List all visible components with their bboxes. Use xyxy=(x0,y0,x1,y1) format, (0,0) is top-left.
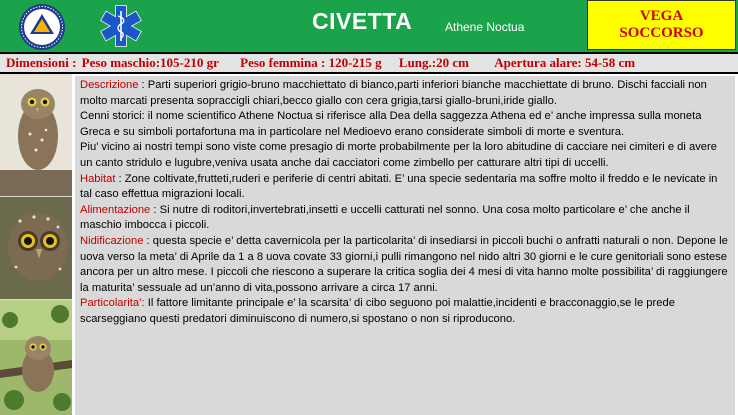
section-label: Alimentazione xyxy=(80,203,151,216)
page-title: CIVETTA xyxy=(312,8,413,34)
section-label: Habitat xyxy=(80,172,116,185)
protezione-civile-logo xyxy=(18,3,66,51)
owl-photo-2 xyxy=(0,197,72,299)
section-text: Il fattore limitante principale e’ la scarsita’ di cibo seguono poi malattie,incidenti e bracconaggio,se le prede scarseggiano questi predatori diminuiscono di numero,si spostano o non si riproducono. xyxy=(80,297,675,325)
owl-photo-1 xyxy=(0,74,72,196)
section-text: : Parti superiori grigio-bruno macchiettato di bianco,parti inferiori bianche macchiettate di bruno. Dischi facciali non molto marcati presenta sopraccigli chiari,becco giallo con cera grigia,tarsi giallo-bruni,iride giallo. xyxy=(80,79,707,107)
photo-column xyxy=(0,74,72,415)
section-cenni-storici-2 xyxy=(80,140,731,171)
section-label: Particolarita’: xyxy=(80,297,145,310)
section-alimentazione xyxy=(80,203,731,234)
section-text: Piu’ vicino ai nostri tempi sono viste come presagio di morte probabilmente per la loro abitudine di cacciare nei cimiteri e di avere un canto stridulo e lugubre,veniva usata anche dai cacciatori come zimbello per catturare altri tipi di uccelli. xyxy=(80,141,717,169)
section-text: : Zone coltivate,frutteti,ruderi e periferie di centri abitati. E’ una specie sedentaria ma soffre molto il freddo e le nevicate in tal caso effettua migrazioni locali. xyxy=(80,172,718,201)
weight-female: Peso femmina : 120-215 g xyxy=(240,55,382,70)
section-label: Nidificazione xyxy=(80,234,144,247)
length: Lung.:20 cm xyxy=(398,55,469,70)
star-of-life-logo xyxy=(98,4,144,48)
weight-male: Peso maschio:105-210 gr xyxy=(81,55,219,70)
section-text: : Si nutre di roditori,invertebrati,insetti e uccelli catturati nel sonno. Una cosa molto particolare e’ che anche il maschio imbocca i piccoli. xyxy=(80,203,690,232)
org-name-line2: SOCCORSO xyxy=(619,25,704,41)
dimensions-bar xyxy=(0,52,738,74)
organization-badge xyxy=(587,0,736,50)
owl-photo-3 xyxy=(0,300,72,415)
wingspan: Apertura alare: 54-58 cm xyxy=(494,55,636,70)
section-text: : questa specie e’ detta cavernicola per la particolarita’ di insediarsi in piccoli buchi o anfratti naturali o non. Depone le uova verso la meta’ di Aprile da 1 a 8 uova covate 33 giorni,i pulli rimangono nel nido altri 30 giorni e le cure genitoriali sono estese ancora per un altro mese. I piccoli che riescono a superare la critica soglia dei 4 mesi di vita hanno molte possibilita’ di raggiungere la maturita’ sessuale ad un’anno di vita,possono arrivare a circa 17 anni. xyxy=(80,234,728,294)
section-label: Descrizione xyxy=(80,79,139,91)
text-body xyxy=(75,76,735,415)
section-text: Cenni storici: il nome scientifico Athene Noctua si riferisce alla Dea della saggezza Athena ed e’ anche impressa sulla moneta Greca e su simboli portafortuna ma in particolare nel Medioevo erano considerate simboli di morte e sventura. xyxy=(80,110,702,138)
section-descrizione xyxy=(80,78,731,109)
scientific-name: Athene Noctua xyxy=(445,20,525,34)
section-nidificazione xyxy=(80,234,731,296)
dimensions-label: Dimensioni : xyxy=(6,55,77,70)
section-habitat xyxy=(80,172,731,203)
org-name-line1: VEGA xyxy=(639,8,684,24)
section-cenni-storici xyxy=(80,109,731,140)
section-particolarita xyxy=(80,296,731,327)
header-bar xyxy=(0,0,738,52)
